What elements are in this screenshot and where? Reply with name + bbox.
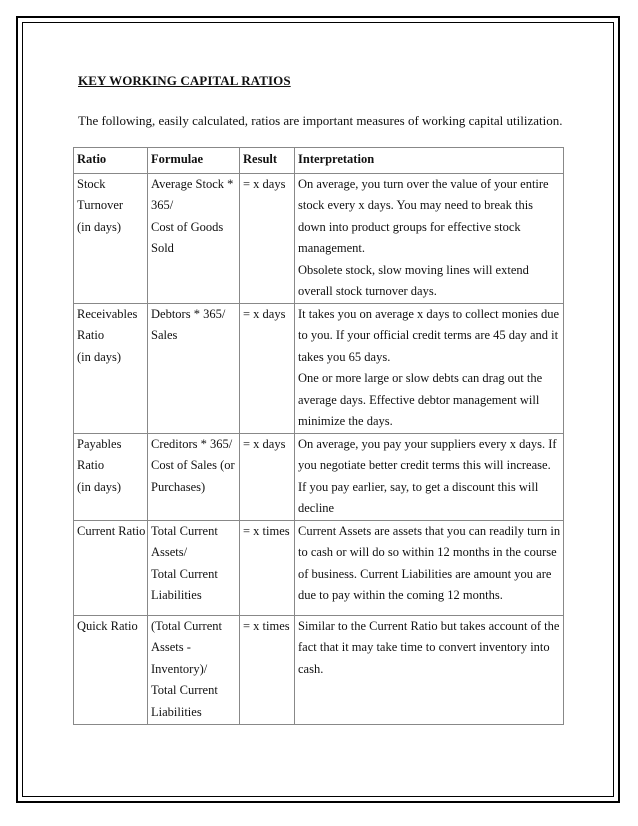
ratio-cell	[74, 303, 148, 433]
formula-line: Inventory)/	[151, 661, 208, 676]
ratio-line: Turnover	[77, 198, 124, 212]
page-title: KEY WORKING CAPITAL RATIOS	[78, 73, 291, 88]
result-cell	[240, 520, 295, 615]
interpretation-line: fact that it may take time to convert inventory into	[298, 640, 550, 654]
ratio-line: Ratio	[77, 328, 105, 342]
interpretation-line: decline	[298, 501, 335, 515]
formula-line: Debtors * 365/	[151, 306, 226, 321]
table-row	[74, 520, 564, 615]
interpretation-cell	[295, 615, 564, 725]
interpretation-line: average days. Effective debtor management will	[298, 392, 540, 407]
header-formulae: Formulae	[148, 148, 240, 174]
interpretation-line: down into product groups for effective stock	[298, 219, 521, 234]
formula-cell	[148, 433, 240, 520]
interpretation-cell	[295, 433, 564, 520]
ratio-cell	[74, 520, 148, 615]
formula-line: Sales	[151, 328, 178, 342]
ratio-cell	[74, 433, 148, 520]
formula-cell	[148, 520, 240, 615]
table-row	[74, 433, 564, 520]
table-row	[74, 173, 564, 303]
formula-line: Assets/	[151, 545, 188, 559]
formula-cell	[148, 303, 240, 433]
ratio-line: (in days)	[77, 219, 122, 234]
ratio-cell	[74, 173, 148, 303]
formula-line: 365/	[151, 198, 174, 212]
result-value: = x days	[243, 176, 286, 191]
ratio-line: Current Ratio	[77, 523, 146, 538]
formula-line: Total Current	[151, 566, 218, 581]
interpretation-line: of business. Current Liabilities are amount you are	[298, 566, 552, 581]
interpretation-cell	[295, 520, 564, 615]
interpretation-line: cash.	[298, 661, 324, 676]
interpretation-cell	[295, 173, 564, 303]
interpretation-line: On average, you turn over the value of your entire	[298, 176, 549, 191]
header-result: Result	[240, 148, 295, 174]
formula-line: Cost of Goods	[151, 219, 224, 234]
interpretation-line: due to pay within the coming 12 months.	[298, 588, 503, 602]
formula-line: Average Stock *	[151, 176, 234, 191]
formula-line: Purchases)	[151, 479, 206, 494]
result-cell	[240, 615, 295, 725]
result-cell	[240, 433, 295, 520]
formula-line: Creditors * 365/	[151, 436, 233, 451]
interpretation-line: On average, you pay your suppliers every x days. If	[298, 436, 557, 451]
result-cell	[240, 173, 295, 303]
interpretation-line: takes you 65 days.	[298, 349, 391, 364]
result-cell	[240, 303, 295, 433]
result-value: = x days	[243, 436, 286, 451]
ratio-line: Stock	[77, 176, 106, 191]
formula-line: Sold	[151, 241, 174, 255]
ratio-line: (in days)	[77, 479, 122, 494]
formula-cell	[148, 173, 240, 303]
interpretation-line: One or more large or slow debts can drag out the	[298, 371, 543, 385]
formula-line: Assets -	[151, 640, 191, 654]
interpretation-line: It takes you on average x days to collect monies due	[298, 306, 560, 321]
table-row	[74, 303, 564, 433]
result-value: = x times	[243, 523, 290, 538]
interpretation-cell	[295, 303, 564, 433]
interpretation-line: Current Assets are assets that you can readily turn in	[298, 523, 561, 538]
ratio-line: Receivables	[77, 306, 138, 321]
result-value: = x days	[243, 306, 286, 321]
result-value: = x times	[243, 618, 290, 633]
interpretation-line: Similar to the Current Ratio but takes account of the	[298, 618, 560, 633]
interpretation-line: stock every x days. You may need to break this	[298, 198, 534, 212]
interpretation-line: Obsolete stock, slow moving lines will extend	[298, 262, 529, 277]
interpretation-line: you negotiate better credit terms this will increase.	[298, 458, 551, 472]
ratio-line: Quick Ratio	[77, 618, 138, 633]
formula-line: Total Current	[151, 523, 218, 538]
interpretation-line: overall stock turnover days.	[298, 284, 437, 298]
formula-line: (Total Current	[151, 618, 222, 633]
interpretation-line: to you. If your official credit terms are 45 day and it	[298, 328, 559, 342]
row-spacer	[298, 607, 561, 615]
interpretation-line: If you pay earlier, say, to get a discount this will	[298, 479, 539, 494]
ratio-line: Ratio	[77, 458, 105, 472]
table-header-row	[74, 148, 564, 174]
table-row	[74, 615, 564, 725]
ratio-cell	[74, 615, 148, 725]
formula-line: Liabilities	[151, 704, 202, 719]
formula-cell	[148, 615, 240, 725]
header-ratio: Ratio	[74, 148, 148, 174]
ratio-line: (in days)	[77, 349, 122, 364]
ratios-table	[73, 147, 564, 725]
formula-line: Cost of Sales (or	[151, 458, 235, 472]
interpretation-line: management.	[298, 241, 365, 255]
ratio-line: Payables	[77, 436, 122, 451]
interpretation-line: to cash or will do so within 12 months in the course	[298, 545, 557, 559]
header-interpretation: Interpretation	[295, 148, 564, 174]
intro-paragraph: The following, easily calculated, ratios are important measures of working capital utilization.	[78, 113, 563, 128]
interpretation-line: minimize the days.	[298, 414, 393, 428]
formula-line: Total Current	[151, 683, 218, 697]
formula-line: Liabilities	[151, 588, 202, 602]
row-spacer	[298, 680, 561, 724]
